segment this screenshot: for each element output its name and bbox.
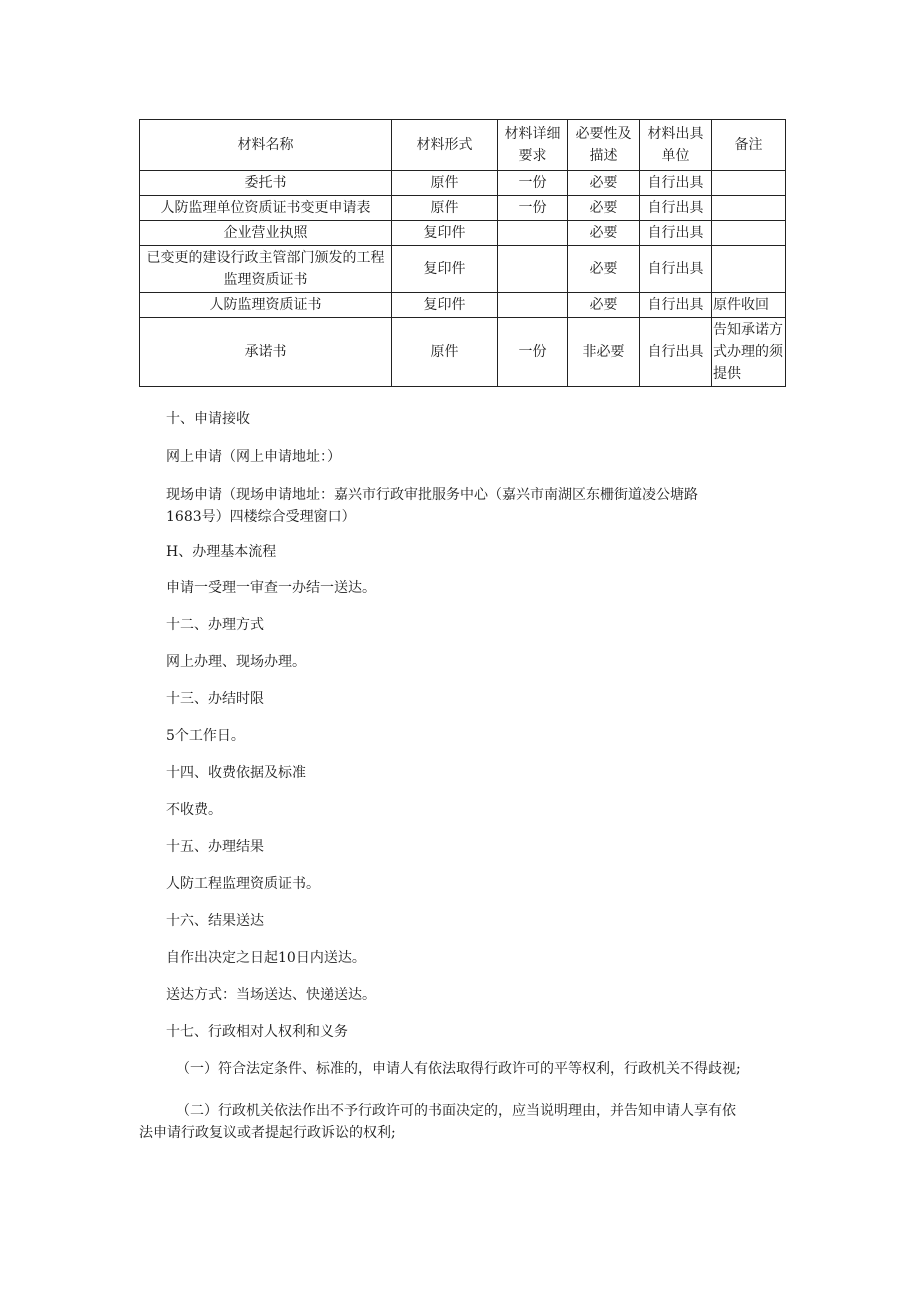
cell-note bbox=[712, 196, 786, 221]
cell-note: 原件收回 bbox=[712, 293, 786, 318]
cell-issuer: 自行出具 bbox=[640, 171, 712, 196]
materials-table bbox=[139, 119, 786, 387]
rights-item-1: （一）符合法定条件、标准的，申请人有依法取得行政许可的平等权利，行政机关不得歧视; bbox=[176, 1061, 741, 1077]
table-row bbox=[140, 171, 786, 196]
result-info: 人防工程监理资质证书。 bbox=[166, 876, 320, 892]
section-16-title: 十六、结果送达 bbox=[166, 913, 264, 929]
table-header-row bbox=[140, 120, 786, 171]
cell-detail: 一份 bbox=[498, 318, 568, 387]
cell-form: 复印件 bbox=[392, 246, 498, 293]
onsite-application-line2: 1683号）四楼综合受理窗口） bbox=[166, 509, 356, 525]
cell-name: 已变更的建设行政主管部门颁发的工程监理资质证书 bbox=[140, 246, 392, 293]
cell-issuer: 自行出具 bbox=[640, 293, 712, 318]
cell-name: 企业营业执照 bbox=[140, 221, 392, 246]
header-material-form: 材料形式 bbox=[392, 120, 498, 171]
cell-detail bbox=[498, 221, 568, 246]
section-13-title: 十三、办结时限 bbox=[166, 691, 264, 707]
cell-note bbox=[712, 246, 786, 293]
cell-form: 复印件 bbox=[392, 293, 498, 318]
table-row bbox=[140, 196, 786, 221]
section-15-title: 十五、办理结果 bbox=[166, 839, 264, 855]
section-12-title: 十二、办理方式 bbox=[166, 617, 264, 633]
process-flow: 申请一受理一审查一办结一送达。 bbox=[166, 580, 376, 596]
cell-issuer: 自行出具 bbox=[640, 318, 712, 387]
cell-form: 原件 bbox=[392, 196, 498, 221]
rights-item-2-line2: 法申请行政复议或者提起行政诉讼的权利; bbox=[139, 1125, 396, 1141]
cell-form: 原件 bbox=[392, 171, 498, 196]
section-14-title: 十四、收费依据及标准 bbox=[166, 765, 306, 781]
handling-methods: 网上办理、现场办理。 bbox=[166, 654, 306, 670]
section-11-title: H、办理基本流程 bbox=[166, 544, 277, 560]
cell-name: 承诺书 bbox=[140, 318, 392, 387]
rights-item-2-line1: （二）行政机关依法作出不予行政许可的书面决定的，应当说明理由，并告知申请人享有依 bbox=[176, 1103, 736, 1119]
cell-detail bbox=[498, 293, 568, 318]
cell-detail: 一份 bbox=[498, 196, 568, 221]
cell-necessity: 必要 bbox=[568, 221, 640, 246]
cell-form: 复印件 bbox=[392, 221, 498, 246]
section-10-title: 十、申请接收 bbox=[166, 411, 250, 427]
cell-detail bbox=[498, 246, 568, 293]
cell-necessity: 非必要 bbox=[568, 318, 640, 387]
cell-name: 委托书 bbox=[140, 171, 392, 196]
header-issuer: 材料出具单位 bbox=[640, 120, 712, 171]
delivery-time: 自作出决定之日起10日内送达。 bbox=[166, 950, 366, 966]
cell-necessity: 必要 bbox=[568, 246, 640, 293]
cell-note bbox=[712, 221, 786, 246]
cell-necessity: 必要 bbox=[568, 196, 640, 221]
table-row bbox=[140, 246, 786, 293]
cell-form: 原件 bbox=[392, 318, 498, 387]
time-limit: 5个工作日。 bbox=[166, 728, 245, 744]
cell-note: 告知承诺方式办理的须提供 bbox=[712, 318, 786, 387]
header-material-name: 材料名称 bbox=[140, 120, 392, 171]
cell-issuer: 自行出具 bbox=[640, 196, 712, 221]
header-note: 备注 bbox=[712, 120, 786, 171]
table-row bbox=[140, 318, 786, 387]
delivery-method: 送达方式：当场送达、快递送达。 bbox=[166, 987, 376, 1003]
cell-necessity: 必要 bbox=[568, 171, 640, 196]
cell-issuer: 自行出具 bbox=[640, 221, 712, 246]
cell-detail: 一份 bbox=[498, 171, 568, 196]
cell-issuer: 自行出具 bbox=[640, 246, 712, 293]
cell-name: 人防监理资质证书 bbox=[140, 293, 392, 318]
online-application: 网上申请（网上申请地址：） bbox=[166, 449, 341, 465]
section-17-title: 十七、行政相对人权利和义务 bbox=[166, 1024, 348, 1040]
cell-name: 人防监理单位资质证书变更申请表 bbox=[140, 196, 392, 221]
cell-note bbox=[712, 171, 786, 196]
onsite-application-line1: 现场申请（现场申请地址：嘉兴市行政审批服务中心（嘉兴市南湖区东栅街道凌公塘路 bbox=[166, 487, 698, 503]
header-necessity: 必要性及描述 bbox=[568, 120, 640, 171]
header-material-detail: 材料详细要求 bbox=[498, 120, 568, 171]
table-row bbox=[140, 221, 786, 246]
fee-info: 不收费。 bbox=[166, 802, 222, 818]
cell-necessity: 必要 bbox=[568, 293, 640, 318]
table-row bbox=[140, 293, 786, 318]
